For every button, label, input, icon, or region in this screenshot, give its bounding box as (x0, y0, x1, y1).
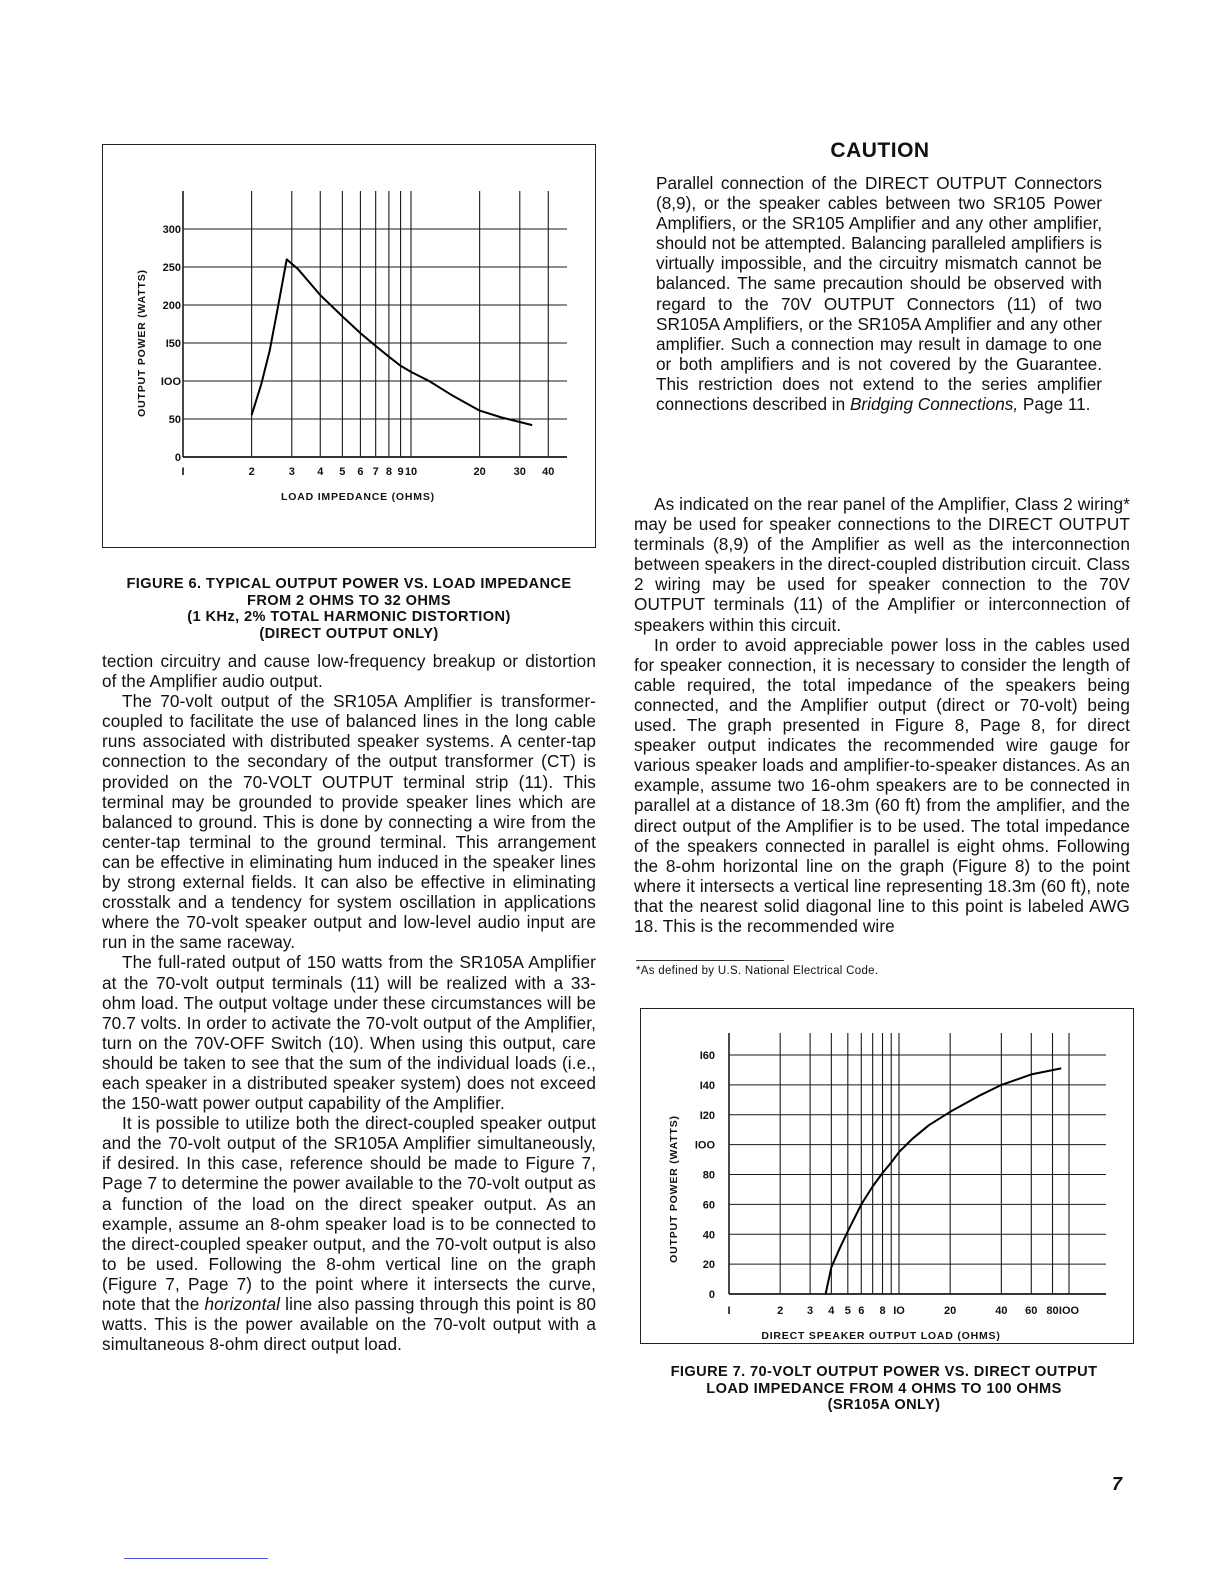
x-tick-label: 7 (372, 466, 379, 478)
y-axis-label: OUTPUT POWER (WATTS) (136, 269, 148, 417)
y-axis-label: OUTPUT POWER (WATTS) (668, 1115, 680, 1263)
x-tick-label: 8 (385, 466, 392, 478)
x-tick-label: 30 (513, 466, 526, 478)
x-tick-label: 20 (473, 466, 486, 478)
x-tick-label: I (181, 466, 185, 478)
bottom-rule (124, 1558, 268, 1559)
y-tick-label: 20 (702, 1259, 715, 1272)
page-number: 7 (1112, 1474, 1123, 1494)
x-tick-label: 2 (777, 1305, 784, 1317)
paragraph: As indicated on the rear panel of the Amplifier, Class 2 wiring* may be used for speaker connections to the DIRECT OUTPUT terminals (8,9) of the Amplifier as well as the interconnection between speakers in the direct-coupled distribution circuit. Class 2 wiring may be used for speaker connection to the 70V OUTPUT terminals (11) of the Amplifier or interconnection of speakers within this circuit. (634, 494, 1130, 635)
figure7-chart (641, 1009, 1133, 1343)
caution-text: Page 11. (1018, 394, 1091, 415)
x-tick-label: 40 (995, 1305, 1008, 1317)
x-tick-label: 5 (844, 1305, 851, 1317)
x-tick-label: IOO (1058, 1305, 1080, 1317)
y-tick-label: 0 (708, 1289, 715, 1301)
x-tick-label: 60 (1025, 1305, 1038, 1317)
paragraph-text: It is possible to utilize both the direct-coupled speaker output and the 70-volt output of the SR105A Amplifier simultaneously, if desired. In this case, reference should be made to Figure 7, Page 7 to determine the power available to the 70-volt output as a function of the load on the direct speaker output. As an example, assume an 8-ohm speaker load is to be connected to the direct-coupled speaker output, and the 70-volt output is also to be used. Following the 8-ohm vertical line on the graph (Figure 7, Page 7) to the point where it intersects the curve, note that the (102, 1113, 596, 1314)
y-tick-label: I50 (165, 338, 181, 350)
y-tick-label: 200 (162, 300, 181, 312)
caution-text: Parallel connection of the DIRECT OUTPUT Connectors (8,9), or the speaker cables between two SR105 Power Amplifiers, or the SR105 Amplifier and any other amplifier, should not be attempted. Balancing paralleled amplifiers is virtually impossible, and the circuitry mismatch cannot be balanced. The same precaution should be observed with regard to the 70V OUTPUT Connectors (11) of two SR105A Amplifiers, or the SR105A Amplifier and any other amplifier. Such a connection may result in damage to one or both amplifiers and is not covered by the Guarantee. This restriction does not extend to the series amplifier connections described in (656, 173, 1102, 415)
paragraph (102, 1113, 596, 1354)
figure7-caption (636, 1364, 1132, 1414)
footnote-divider (636, 960, 784, 961)
figure6-caption-line: (DIRECT OUTPUT ONLY) (259, 625, 439, 642)
y-tick-label: 60 (702, 1199, 715, 1212)
footnote: *As defined by U.S. National Electrical Code. (636, 965, 879, 977)
x-axis-label: DIRECT SPEAKER OUTPUT LOAD (OHMS) (761, 1330, 1001, 1342)
y-tick-label: 300 (162, 224, 181, 236)
figure6-box (102, 144, 596, 548)
y-tick-label: 50 (168, 414, 181, 426)
x-tick-label: 4 (828, 1305, 835, 1317)
right-column-text (634, 494, 1130, 936)
y-tick-label: IOO (160, 376, 181, 388)
figure7-caption-line: (SR105A ONLY) (827, 1397, 941, 1413)
x-tick-label: 10 (404, 466, 418, 478)
x-tick-label: 40 (542, 466, 555, 478)
paragraph: In order to avoid appreciable power loss in the cables used for speaker connection, it is necessary to consider the length of cable required, the total impedance of the speakers being connected, and the Amplifier output (direct or 70-volt) being used. The graph presented in Figure 8, Page 8, for direct speaker output indicates the recommended wire gauge for various speaker loads and amplifier-to-speaker distances. As an example, assume two 16-ohm speakers are to be connected in parallel at a distance of 18.3m (60 ft) from the amplifier, and the direct output of the Amplifier is to be used. The total impedance of the speakers connected in parallel is eight ohms. Following the 8-ohm horizontal line on the graph (Figure 8) to the point where it intersects a vertical line representing 18.3m (60 ft), note that the nearest solid diagonal line to this point is labeled AWG 18. This is the recommended wire (634, 634, 1130, 936)
left-column-text (102, 651, 596, 1354)
figure6-caption (102, 576, 596, 642)
x-tick-label: IO (893, 1305, 905, 1317)
x-tick-label: 3 (807, 1305, 814, 1317)
x-tick-label: 3 (288, 466, 295, 478)
figure7-box (640, 1008, 1134, 1344)
x-tick-label: I (727, 1305, 731, 1317)
x-tick-label: 6 (858, 1305, 865, 1317)
x-tick-label: 9 (397, 466, 404, 478)
paragraph-text: line also passing through this point is 80 watts. This is the power available on the 70-volt output with a simultaneous 8-ohm direct output load. (102, 1294, 596, 1355)
data-curve (252, 259, 533, 425)
caution-heading: CAUTION (830, 139, 930, 162)
x-tick-label: 80 (1046, 1305, 1059, 1317)
y-tick-label: I60 (699, 1050, 715, 1062)
caution-emphasis: Bridging Connections, (849, 394, 1019, 415)
x-tick-label: 2 (248, 466, 255, 478)
figure6-caption-line: FROM 2 OHMS TO 32 OHMS (247, 592, 451, 609)
x-tick-label: 4 (317, 466, 324, 478)
y-tick-label: IOO (694, 1139, 715, 1152)
x-axis-label: LOAD IMPEDANCE (OHMS) (281, 491, 435, 503)
y-tick-label: 80 (702, 1169, 715, 1182)
figure7-caption-line: FIGURE 7. 70-VOLT OUTPUT POWER VS. DIRECT OUTPUT (670, 1364, 1098, 1380)
figure6-caption-line: (1 KHz, 2% TOTAL HARMONIC DISTORTION) (187, 609, 511, 625)
paragraph: The full-rated output of 150 watts from the SR105A Amplifier at the 70-volt output terminals (11) will be realized with a 33-ohm load. The output voltage under these circumstances will be 70.7 volts. In order to activate the 70-volt output of the Amplifier, turn on the 70V-OFF Switch (10). When using this output, care should be taken to see that the sum of the individual loads (i.e., each speaker in a distributed speaker system) does not exceed the 150-watt power output capability of the Amplifier. (102, 952, 596, 1114)
emphasis-text: horizontal (204, 1294, 281, 1314)
y-tick-label: 40 (702, 1229, 715, 1242)
figure6-chart (103, 145, 595, 547)
figure7-caption-line: LOAD IMPEDANCE FROM 4 OHMS TO 100 OHMS (706, 1380, 1062, 1397)
caution-body (656, 173, 1102, 414)
y-tick-label: 0 (174, 452, 181, 464)
y-tick-label: 250 (162, 262, 181, 274)
x-tick-label: 8 (879, 1305, 886, 1317)
y-tick-label: I40 (699, 1079, 715, 1092)
y-tick-label: I20 (699, 1109, 715, 1122)
figure6-caption-line: FIGURE 6. TYPICAL OUTPUT POWER VS. LOAD IMPEDANCE (126, 576, 572, 592)
paragraph: The 70-volt output of the SR105A Amplifier is transformer-coupled to facilitate the use of balanced lines in the long cable runs associated with distributed speaker systems. A center-tap connection to the secondary of the output transformer (CT) is provided on the 70-VOLT OUTPUT terminal strip (11). This terminal may be grounded to provide speaker lines which are balanced to ground. This is done by connecting a wire from the center-tap terminal to the ground terminal. This arrangement can be effective in eliminating hum induced in the speaker lines by strong external fields. It can also be effective in eliminating crosstalk and a tendency for system oscillation in applications where the 70-volt speaker output and low-level audio input are run in the same raceway. (102, 691, 596, 953)
x-tick-label: 6 (357, 466, 364, 478)
x-tick-label: 5 (339, 466, 346, 478)
paragraph: tection circuitry and cause low-frequency breakup or distortion of the Amplifier audio output. (102, 651, 596, 692)
x-tick-label: 20 (944, 1305, 957, 1317)
